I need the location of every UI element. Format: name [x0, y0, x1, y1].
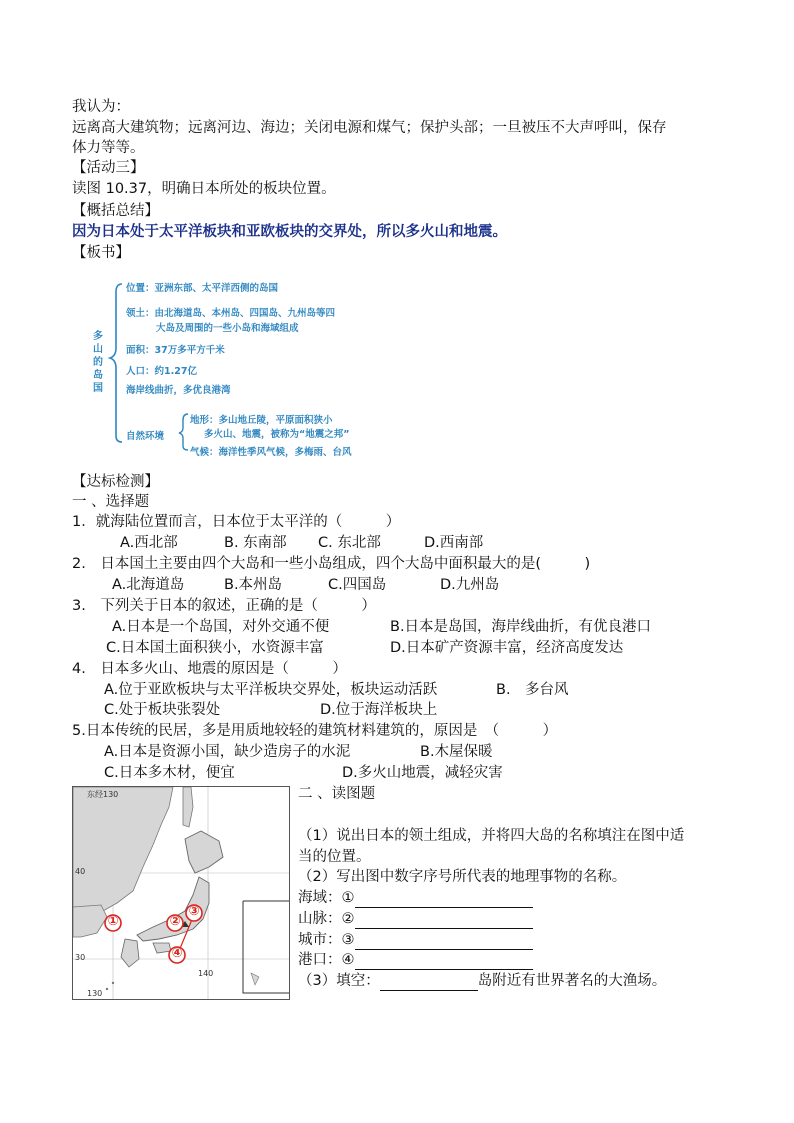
- answer-mountain: [298, 909, 533, 929]
- q5-option-a: A.日本是资源小国，缺少造房子的水泥: [104, 744, 351, 760]
- answer-port: [298, 950, 533, 970]
- q3-option-a: A.日本是一个岛国，对外交通不便: [112, 619, 330, 635]
- reading-q1-line-1: （1）说出日本的领土组成，并将四大岛的名称填注在图中适: [298, 828, 685, 844]
- reading-q3-tail: 岛附近有世界著名的大渔场。: [477, 973, 667, 989]
- board-area: 面积：37万多平方千米: [126, 345, 225, 356]
- q2-option-d: D.九州岛: [440, 577, 500, 593]
- reading-q1-line-2: 当的位置。: [298, 849, 371, 865]
- answer-mountain-label: 山脉：②: [298, 911, 355, 927]
- answer-sea-blank[interactable]: [355, 893, 533, 908]
- map-label-east: 东经130: [87, 790, 119, 799]
- question-1: 1．就海陆位置而言，日本位于太平洋的（ ）: [72, 514, 401, 530]
- reading-q3-blank[interactable]: [380, 976, 478, 991]
- activity3-text: 读图 10.37，明确日本所处的板块位置。: [72, 181, 336, 197]
- summary-text: 因为日本处于太平洋板块和亚欧板块的交界处，所以多火山和地震。: [72, 224, 507, 240]
- q2-option-c: C.四国岛: [328, 577, 387, 593]
- map-marker-1: ①: [107, 914, 119, 929]
- answer-city: [298, 930, 533, 950]
- board-root: 多 山 的 岛 国: [93, 331, 103, 394]
- reading-q3: [298, 971, 666, 991]
- board-climate: 气候：海洋性季风气候，多梅雨、台风: [190, 447, 352, 458]
- map-graphic: [73, 787, 289, 999]
- answer-city-label: 城市：③: [298, 932, 355, 948]
- summary-heading: 【概括总结】: [72, 203, 159, 219]
- map-lon-140: 140: [198, 969, 214, 978]
- answer-port-blank[interactable]: [355, 955, 533, 970]
- section-2-title: 二 、读图题: [298, 786, 376, 802]
- board-territory-2: 大岛及周围的一些小岛和海域组成: [156, 323, 299, 334]
- map-lon-130: 130: [87, 989, 103, 998]
- answer-mountain-blank[interactable]: [355, 914, 533, 929]
- section-1-title: 一 、选择题: [72, 494, 150, 510]
- map-lat-40: 40: [75, 867, 86, 876]
- q4-option-b: B. 多台风: [496, 682, 569, 698]
- q1-option-c: C. 东北部: [318, 535, 381, 551]
- board-population: 人口：约1.27亿: [126, 366, 197, 377]
- board-coast: 海岸线曲折，多优良港湾: [126, 385, 231, 396]
- map-marker-4: ④: [171, 946, 183, 961]
- japan-map: [72, 786, 290, 1000]
- map-marker-3: ③: [188, 904, 200, 919]
- answer-city-blank[interactable]: [355, 935, 533, 950]
- question-2: 2. 日本国土主要由四个大岛和一些小岛组成，四个大岛中面积最大的是( ): [72, 556, 591, 572]
- question-4: 4. 日本多火山、地震的原因是（ ）: [72, 661, 347, 677]
- map-lat-30: 30: [75, 953, 86, 962]
- activity3-heading: 【活动三】: [72, 160, 145, 176]
- q5-option-d: D.多火山地震，减轻灾害: [342, 765, 503, 781]
- opinion-line-2: 体力等等。: [72, 140, 145, 156]
- q1-option-a: A.西北部: [120, 535, 178, 551]
- reading-q2: （2）写出图中数字序号所代表的地理事物的名称。: [298, 869, 627, 885]
- answer-sea: [298, 888, 533, 908]
- q5-option-b: B.木屋保暖: [420, 744, 493, 760]
- reading-q3-label: （3）填空：: [298, 973, 380, 989]
- q4-option-a: A.位于亚欧板块与太平洋板块交界处，板块运动活跃: [104, 682, 438, 698]
- board-terrain-2: 多火山、地震，被称为“地震之邦”: [204, 429, 350, 440]
- q4-option-c: C.处于板块张裂处: [104, 702, 221, 718]
- board-diagram: [92, 278, 392, 458]
- q4-option-d: D.位于海洋板块上: [320, 702, 438, 718]
- question-3: 3. 下列关于日本的叙述，正确的是（ ）: [72, 598, 376, 614]
- q3-option-c: C.日本国土面积狭小，水资源丰富: [106, 640, 324, 656]
- board-location: 位置：亚洲东部、太平洋西侧的岛国: [126, 283, 279, 294]
- answer-port-label: 港口：④: [298, 952, 355, 968]
- q1-option-b: B. 东南部: [224, 535, 287, 551]
- question-5: 5.日本传统的民居，多是用质地较轻的建筑材料建筑的，原因是 （ ）: [72, 723, 558, 739]
- q2-option-b: B.本州岛: [224, 577, 283, 593]
- q2-option-a: A.北海道岛: [112, 577, 185, 593]
- q1-option-d: D.西南部: [424, 535, 484, 551]
- opinion-line-1: 远离高大建筑物；远离河边、海边；关闭电源和煤气；保护头部；一旦被压不大声呼叫，保存: [72, 120, 667, 136]
- board-territory-1: 领土：由北海道岛、本州岛、四国岛、九州岛等四: [126, 308, 336, 319]
- opinion-heading: 我认为：: [72, 99, 130, 115]
- q5-option-c: C.日本多木材，便宜: [104, 765, 235, 781]
- q3-option-b: B.日本是岛国，海岸线曲折，有优良港口: [390, 619, 652, 635]
- board-nature: 自然环境: [126, 431, 165, 442]
- test-heading: 【达标检测】: [72, 474, 159, 490]
- q3-option-d: D.日本矿产资源丰富，经济高度发达: [390, 640, 624, 656]
- map-marker-2: ②: [169, 914, 181, 929]
- answer-sea-label: 海域：①: [298, 890, 355, 906]
- board-terrain-1: 地形：多山地丘陵，平原面积狭小: [190, 415, 333, 426]
- board-heading: 【板书】: [72, 245, 130, 261]
